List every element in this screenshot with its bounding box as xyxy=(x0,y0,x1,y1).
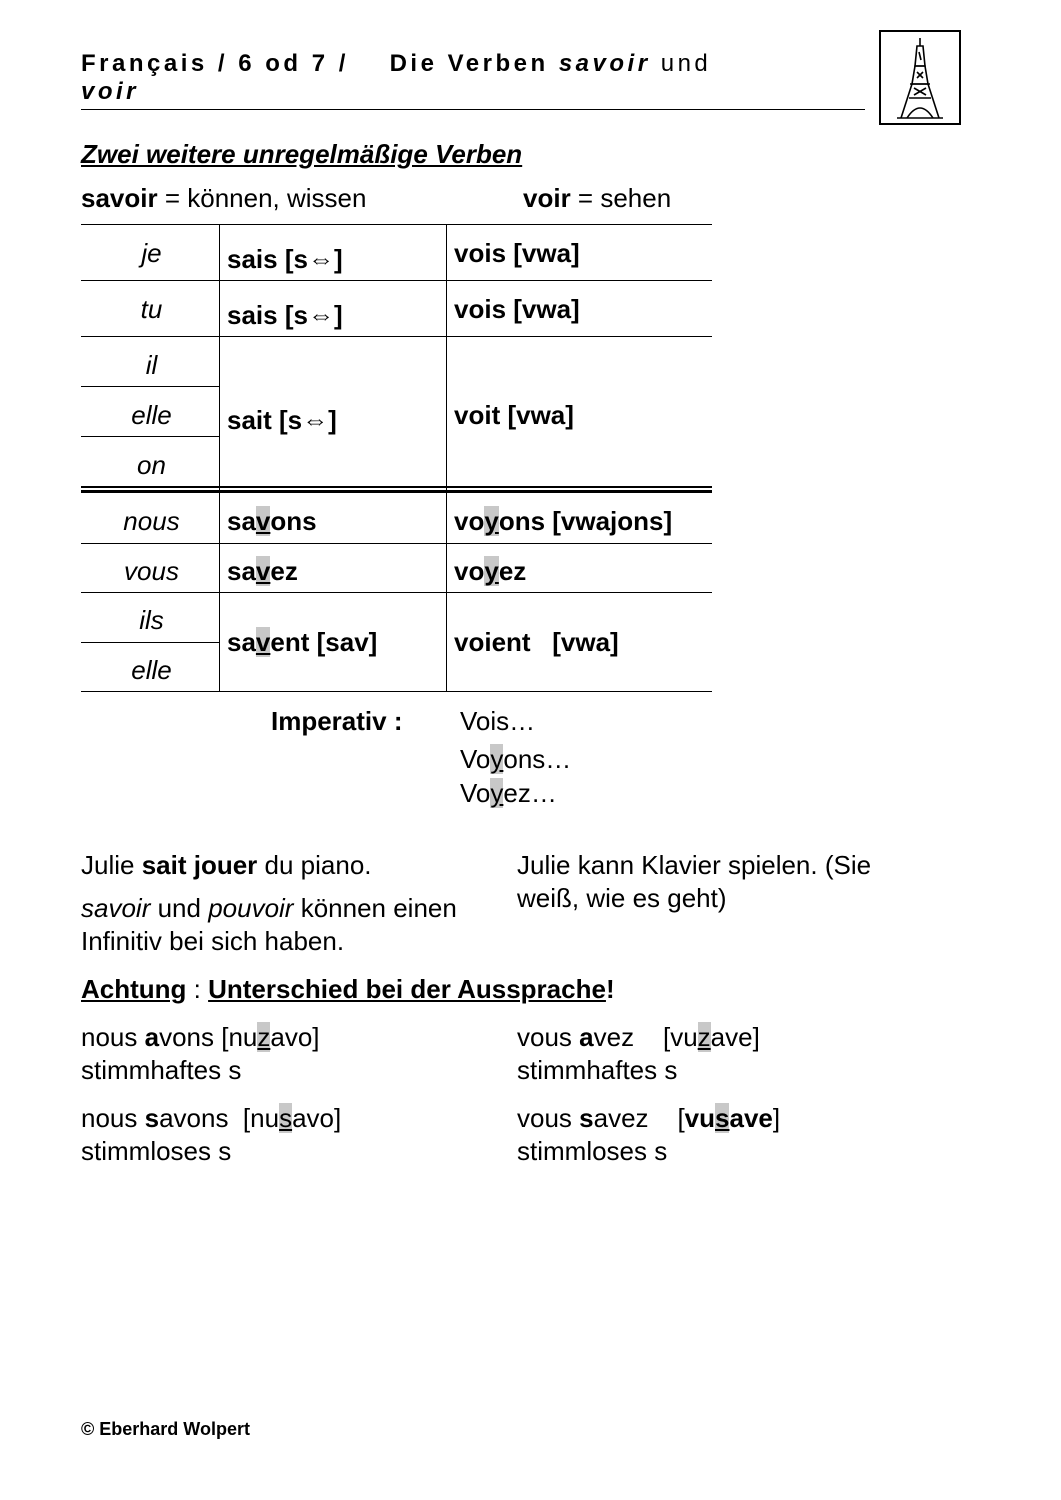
form-stem: sa xyxy=(227,627,256,657)
pron-text: avons [nu xyxy=(159,1103,280,1133)
form-stem: sa xyxy=(227,556,256,586)
stem-change-highlight: y xyxy=(484,506,499,536)
pronoun-ils: ils xyxy=(139,605,164,635)
voir-vous xyxy=(454,556,526,586)
sound-highlight: s xyxy=(279,1103,293,1133)
pron-vous-savez-note: stimmloses s xyxy=(517,1136,668,1166)
table-rule xyxy=(81,592,712,593)
header-und: und xyxy=(650,50,712,77)
note-verb: savoir xyxy=(81,893,151,923)
imperative-voyons xyxy=(460,744,571,774)
table-rule xyxy=(81,386,220,387)
pron-text: vons [nu xyxy=(159,1022,258,1052)
note-text: können einen xyxy=(293,893,457,923)
stem-change-highlight: y xyxy=(484,556,499,586)
logo-box xyxy=(879,30,961,125)
note-text: und xyxy=(150,893,209,923)
pronoun-elle: elle xyxy=(131,400,172,430)
voir-je: vois [vwa] xyxy=(454,238,580,268)
savoir-tu: sais [s⇔] xyxy=(227,300,343,330)
savoir-word: savoir xyxy=(81,183,158,213)
table-rule xyxy=(81,691,712,692)
stem-change-highlight: v xyxy=(255,627,271,657)
header-rule xyxy=(81,109,865,110)
pron-text: vous xyxy=(517,1103,580,1133)
table-rule xyxy=(81,543,712,544)
form-ending: ez xyxy=(270,556,298,586)
pron-text: avo] xyxy=(270,1022,320,1052)
header-verb-voir: voir xyxy=(81,78,140,105)
pron-nous-avons xyxy=(81,1022,320,1052)
table-column-rule xyxy=(446,224,447,691)
pron-emphasis: vu xyxy=(684,1103,716,1133)
form-ending: ez… xyxy=(503,778,557,808)
table-rule xyxy=(81,642,220,643)
stem-change-highlight: y xyxy=(490,778,504,808)
table-double-rule xyxy=(81,486,712,488)
attention-text: Unterschied bei der Aussprache xyxy=(208,974,606,1004)
form-ending: ez xyxy=(498,556,527,586)
sound-highlight: z xyxy=(257,1022,271,1052)
pron-text: vous xyxy=(517,1022,580,1052)
pron-text: avo] xyxy=(292,1103,342,1133)
form-stem: vo xyxy=(454,506,485,536)
form-stem: sa xyxy=(227,506,256,536)
example-text: Julie xyxy=(81,850,142,880)
savoir-je: sais [s⇔] xyxy=(227,244,343,274)
form-ending: ons… xyxy=(503,744,572,774)
stem-change-highlight: y xyxy=(490,744,504,774)
header-course: Français / 6 od 7 / xyxy=(81,50,349,77)
table-column-rule xyxy=(219,224,220,691)
pron-vous-avez xyxy=(517,1022,760,1052)
pron-text: vez [vu xyxy=(593,1022,698,1052)
pron-nous-savons-note: stimmloses s xyxy=(81,1136,232,1166)
pron-text: ave] xyxy=(710,1022,760,1052)
pron-emphasis: a xyxy=(144,1022,160,1052)
example-french xyxy=(81,850,372,880)
table-rule xyxy=(81,280,712,281)
savoir-ils-elle xyxy=(227,627,377,657)
voir-word: voir xyxy=(523,183,571,213)
pronoun-elle-plural: elle xyxy=(131,655,172,685)
note-verb: pouvoir xyxy=(208,893,294,923)
pronoun-tu: tu xyxy=(140,294,163,324)
pron-text: avez [ xyxy=(593,1103,685,1133)
example-german-line1: Julie kann Klavier spielen. (Sie xyxy=(517,850,872,880)
pron-text: nous xyxy=(81,1103,145,1133)
example-verb: sait jouer xyxy=(141,850,258,880)
pron-vous-avez-note: stimmhaftes s xyxy=(517,1055,678,1085)
savoir-nous xyxy=(227,506,317,536)
header-verb-savoir: savoir xyxy=(558,50,651,77)
table-double-rule xyxy=(81,490,712,493)
voir-meaning: = sehen xyxy=(570,183,672,213)
pronoun-nous: nous xyxy=(123,506,180,536)
attention-word: Achtung xyxy=(81,974,187,1004)
stem-change-highlight: v xyxy=(255,506,271,536)
table-rule xyxy=(81,224,712,225)
voir-ils-elle: voient [vwa] xyxy=(454,627,619,657)
pron-nous-avons-note: stimmhaftes s xyxy=(81,1055,242,1085)
example-german-line2: weiß, wie es geht) xyxy=(517,883,727,913)
form-ending: ent [sav] xyxy=(270,627,378,657)
table-rule xyxy=(81,336,712,337)
voir-definition xyxy=(523,183,671,213)
pron-nous-savons xyxy=(81,1103,341,1133)
eiffel-tower-icon xyxy=(881,32,959,123)
attention-separator: : xyxy=(186,974,209,1004)
pronoun-il: il xyxy=(145,350,158,380)
pron-emphasis: a xyxy=(579,1022,594,1052)
pronoun-on: on xyxy=(137,450,166,480)
example-note xyxy=(81,893,457,923)
attention-heading xyxy=(81,974,615,1004)
pron-text: ] xyxy=(772,1103,781,1133)
pron-vous-savez xyxy=(517,1103,780,1133)
savoir-meaning: = können, wissen xyxy=(157,183,367,213)
form-stem: Vo xyxy=(460,744,491,774)
pron-text: nous xyxy=(81,1022,145,1052)
page-header xyxy=(81,50,841,106)
voir-tu: vois [vwa] xyxy=(454,294,580,324)
savoir-vous xyxy=(227,556,298,586)
example-text: du piano. xyxy=(257,850,372,880)
sound-highlight: z xyxy=(697,1022,711,1052)
voir-il-elle-on: voit [vwa] xyxy=(454,400,574,430)
imperative-label: Imperativ : xyxy=(271,706,403,736)
pron-emphasis: ave xyxy=(729,1103,773,1133)
pron-emphasis: s xyxy=(144,1103,160,1133)
imperative-vois: Vois… xyxy=(460,706,536,736)
stem-change-highlight: v xyxy=(255,556,271,586)
form-stem: Vo xyxy=(460,778,491,808)
voir-nous xyxy=(454,506,672,536)
pron-emphasis: s xyxy=(579,1103,594,1133)
copyright-footer: © Eberhard Wolpert xyxy=(81,1419,250,1439)
attention-bang: ! xyxy=(605,974,615,1004)
savoir-il-elle-on: sait [s⇔] xyxy=(227,405,337,435)
savoir-definition xyxy=(81,183,366,213)
form-ending: ons [vwajons] xyxy=(498,506,673,536)
pronoun-vous: vous xyxy=(124,556,179,586)
pronoun-je: je xyxy=(141,238,162,268)
section-title: Zwei weitere unregelmäßige Verben xyxy=(81,139,523,169)
form-ending: ons xyxy=(270,506,317,536)
imperative-voyez xyxy=(460,778,557,808)
header-title: Die Verben xyxy=(389,50,559,77)
table-rule xyxy=(81,436,220,437)
example-note-line2: Infinitiv bei sich haben. xyxy=(81,926,345,956)
sound-highlight: s xyxy=(715,1103,730,1133)
form-stem: vo xyxy=(454,556,485,586)
